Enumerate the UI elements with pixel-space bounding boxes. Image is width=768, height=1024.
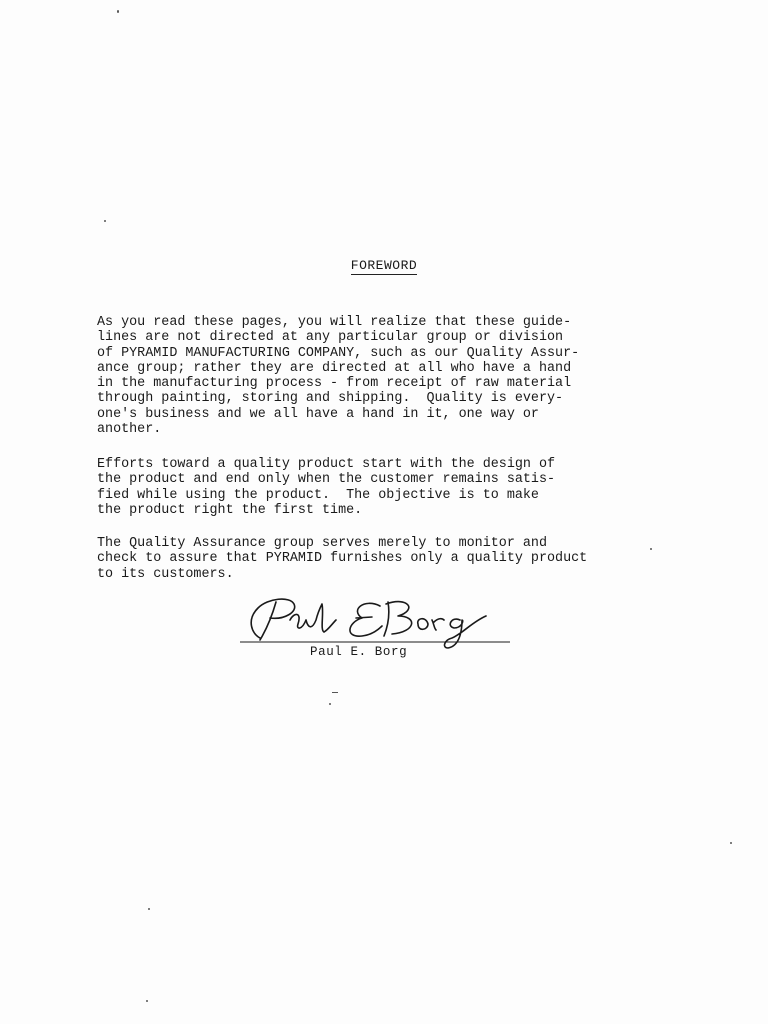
scan-speck <box>329 703 331 705</box>
document-title <box>0 258 768 273</box>
scan-speck <box>148 908 150 910</box>
signature-block <box>232 590 517 665</box>
scan-speck <box>104 220 106 222</box>
signatory-name: Paul E. Borg <box>310 645 408 659</box>
paragraph-1: As you read these pages, you will realize that these guide- lines are not directed at any particular group or division of PYRAMID MANUFACTURING COMPANY, such as our Quality Assur- ance group; rather they are directed at all who have a hand in the manufacturing process - from receipt of raw material through painting, storing and shipping. Quality is every- one's business and we all have a hand in it, one way or another. <box>97 315 580 438</box>
paragraph-3: The Quality Assurance group serves merely to monitor and check to assure that PYRAMID furnishes only a quality product to its customers. <box>97 536 588 582</box>
scan-speck <box>146 1000 148 1002</box>
scan-speck <box>332 692 338 693</box>
scan-speck <box>730 842 732 844</box>
scan-speck <box>650 548 652 550</box>
scan-speck <box>117 10 119 13</box>
foreword-heading: FOREWORD <box>350 258 418 273</box>
paragraph-2: Efforts toward a quality product start with the design of the product and end only when the customer remains satis- fied while using the product. The objective is to make the product right the first time. <box>97 457 556 518</box>
